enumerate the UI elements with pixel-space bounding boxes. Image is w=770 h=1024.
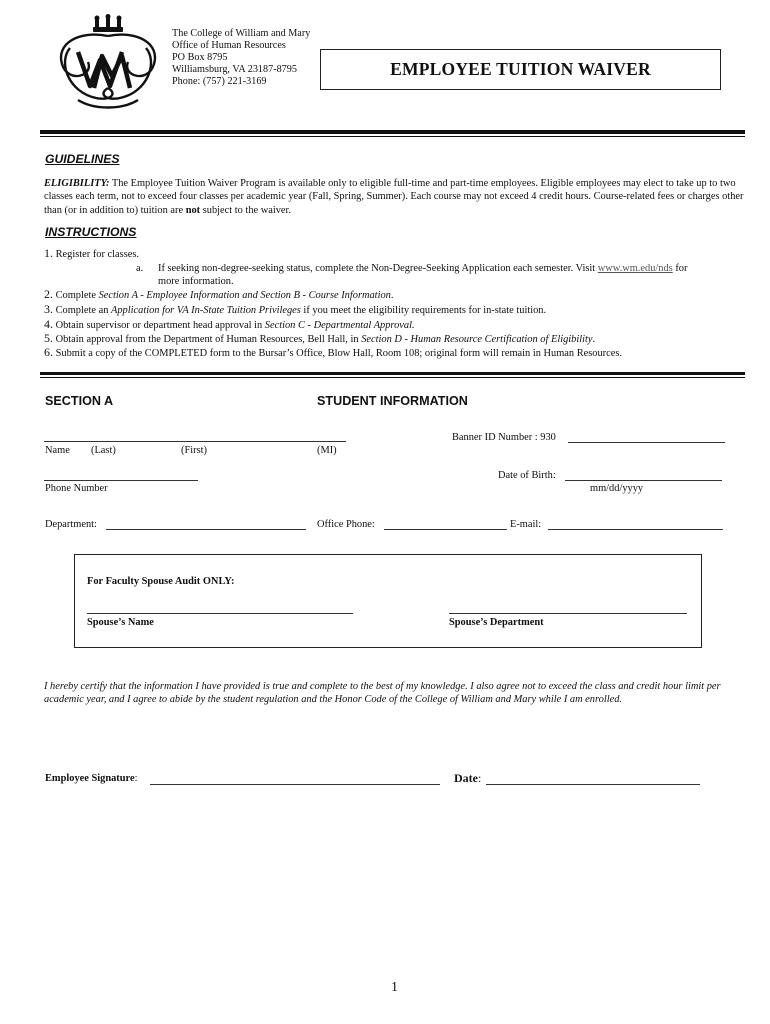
date-label: Date <box>454 771 478 785</box>
instructions-heading: INSTRUCTIONS <box>45 225 137 239</box>
instruction-text: . <box>592 334 596 345</box>
section-a-title: STUDENT INFORMATION <box>317 394 468 408</box>
instruction-text: Register for classes. <box>53 249 139 260</box>
first-name-label: (First) <box>181 445 207 456</box>
instruction-item-3 <box>44 303 546 317</box>
instruction-item-6 <box>44 346 622 360</box>
instruction-text: Complete an <box>53 305 112 316</box>
email-field[interactable] <box>548 529 723 530</box>
instruction-text: Submit a copy of the COMPLETED form to the Bursar’s Office, Blow Hall, Room 108; original form will remain in Human Resources. <box>53 348 622 359</box>
instruction-text: If seeking non-degree-seeking status, complete the Non-Degree-Seeking Application each semester. Visit <box>158 263 598 274</box>
list-number: 6. <box>44 345 53 359</box>
banner-id-field[interactable] <box>568 442 725 443</box>
form-title: EMPLOYEE TUITION WAIVER <box>320 49 721 90</box>
address-line: The College of William and Mary <box>172 28 311 39</box>
section-divider-thin <box>40 377 745 378</box>
instruction-emphasis: Section C - Departmental Approval. <box>264 320 415 331</box>
instruction-emphasis: Application for VA In-State Tuition Privileges <box>111 305 301 316</box>
spouse-audit-title: For Faculty Spouse Audit ONLY: <box>87 576 235 587</box>
spouse-name-label: Spouse’s Name <box>87 617 154 628</box>
instruction-item-1a <box>136 262 143 275</box>
phone-number-label: Phone Number <box>45 483 108 494</box>
middle-initial-label: (MI) <box>317 445 337 456</box>
list-letter: a. <box>136 263 144 274</box>
instruction-text: Obtain supervisor or department head approval in <box>53 320 265 331</box>
address-line: Williamsburg, VA 23187-8795 <box>172 64 297 75</box>
instruction-text: Complete <box>53 290 99 301</box>
section-divider <box>40 372 745 375</box>
name-field[interactable] <box>44 441 346 442</box>
list-number: 2. <box>44 287 53 301</box>
guidelines-heading: GUIDELINES <box>45 152 120 166</box>
william-and-mary-cypher-logo <box>48 14 168 114</box>
eligibility-text: The Employee Tuition Waiver Program is available only to eligible full-time and part-time employees. Eligible employees may elect to take up to two classes each term, not to exceed four classes per academic year (Fall, Spring, Summer). Each course may not exceed 4 credit hours. Course-related fees or charges other than (or in addition to) tuition are <box>44 178 744 216</box>
signature-row <box>45 773 137 784</box>
list-number: 5. <box>44 331 53 345</box>
address-line: Phone: (757) 221-3169 <box>172 76 267 87</box>
section-a-label: SECTION A <box>45 394 114 408</box>
faculty-spouse-audit-box <box>74 554 702 648</box>
phone-number-field[interactable] <box>44 480 198 481</box>
instruction-text: Obtain approval from the Department of Human Resources, Bell Hall, in <box>53 334 362 345</box>
department-field[interactable] <box>106 529 306 530</box>
dob-label: Date of Birth: <box>498 470 556 481</box>
employee-signature-field[interactable] <box>150 784 440 785</box>
nds-link[interactable]: www.wm.edu/nds <box>597 263 673 274</box>
office-address-block <box>172 28 310 88</box>
list-number: 4. <box>44 317 53 331</box>
certification-statement: I hereby certify that the information I have provided is true and complete to the best of my knowledge. I also agree not to exceed the class and credit hour limit per academic year, and I agree to abide by the student regulation and the Honor Code of the College of William and Mary while I am enrolled. <box>44 681 721 706</box>
instruction-item-4 <box>44 318 415 332</box>
list-number: 3. <box>44 302 53 316</box>
instruction-item-5 <box>44 332 595 346</box>
employee-signature-label: Employee Signature <box>45 773 135 784</box>
instruction-text: if you meet the eligibility requirements for in-state tuition. <box>300 305 547 316</box>
instruction-item-1a-cont: more information. <box>158 276 234 287</box>
banner-id-label: Banner ID Number : 930 <box>452 432 556 443</box>
department-label: Department: <box>45 519 97 530</box>
address-line: PO Box 8795 <box>172 52 228 63</box>
instruction-emphasis: Section A - Employee Information and Section B - Course Information <box>98 290 391 301</box>
spouse-name-field[interactable] <box>87 613 353 614</box>
date-row <box>454 771 481 786</box>
spouse-department-field[interactable] <box>449 613 687 614</box>
header-divider-thin <box>40 136 745 137</box>
date-colon: : <box>478 771 482 785</box>
instruction-text: . <box>390 290 394 301</box>
eligibility-label: ELIGIBILITY: <box>44 178 110 189</box>
office-phone-label: Office Phone: <box>317 519 375 530</box>
instruction-emphasis: Section D - Human Resource Certification of Eligibility <box>361 334 593 345</box>
spouse-department-label: Spouse’s Department <box>449 617 544 628</box>
instruction-text: for <box>672 263 688 274</box>
dob-format-hint: mm/dd/yyyy <box>590 483 644 494</box>
page-number: 1 <box>391 980 398 995</box>
eligibility-text-end: subject to the waiver. <box>200 204 292 216</box>
instruction-item-2 <box>44 288 393 302</box>
eligibility-not: not <box>185 204 201 216</box>
date-field[interactable] <box>486 784 700 785</box>
email-label: E-mail: <box>510 519 542 530</box>
list-number: 1. <box>44 246 53 260</box>
last-name-label: (Last) <box>91 445 116 456</box>
instruction-item-1a-text <box>158 262 687 275</box>
dob-field[interactable] <box>565 480 722 481</box>
signature-colon: : <box>134 773 138 784</box>
instruction-item-1 <box>44 247 139 261</box>
address-line: Office of Human Resources <box>172 40 286 51</box>
eligibility-paragraph <box>44 177 744 217</box>
header-divider <box>40 130 745 134</box>
name-label: Name <box>45 445 70 456</box>
office-phone-field[interactable] <box>384 529 507 530</box>
